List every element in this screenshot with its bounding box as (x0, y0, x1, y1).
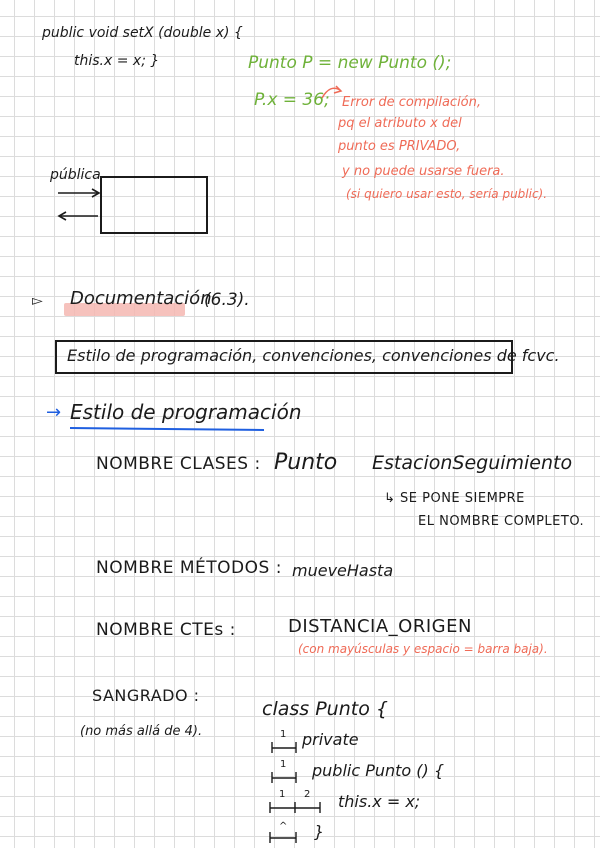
value-clases: Punto (274, 450, 338, 475)
error-note-line: Error de compilación, (342, 95, 482, 110)
boxed-summary-text: Estilo de programación, convenciones, convenciones de fcvc. (67, 346, 560, 365)
indent-marks (270, 742, 320, 843)
error-note-line: y no puede usarse fuera. (342, 164, 505, 179)
note-line-2: EL NOMBRE COMPLETO. (418, 514, 585, 529)
indent-code-line: class Punto { (262, 698, 388, 720)
indent-code-line: public Punto () { (312, 761, 445, 780)
value-ctes: DISTANCIA_ORIGEN (288, 616, 472, 637)
boxed-summary (55, 340, 560, 374)
code-line-this: this.x = x; } (74, 53, 160, 69)
indent-mark-number: 1 (279, 789, 286, 800)
indent-mark-number: 1 (280, 759, 287, 770)
label-metodos: NOMBRE MÉTODOS : (96, 558, 282, 578)
doc-ref: (6.3). (204, 290, 250, 310)
arrow-icon: → (46, 402, 62, 423)
sangrado-label: SANGRADO : (92, 686, 200, 705)
diagram-label: pública (50, 167, 101, 183)
doc-title: Documentación (70, 288, 212, 309)
indent-code-line: } (314, 822, 325, 841)
indent-mark-number: 2 (304, 789, 311, 800)
label-clases: NOMBRE CLASES : (96, 454, 261, 474)
error-note-line: (si quiero usar esto, sería public). (346, 187, 548, 201)
sangrado-sub: (no más allá de 4). (80, 724, 203, 739)
object-box (100, 176, 208, 234)
value-clases-extra: EstacionSeguimiento (372, 452, 573, 474)
error-note-line: punto es PRIVADO, (338, 139, 461, 154)
indent-mark-number: 1 (280, 729, 287, 740)
note-line-1: ↳ SE PONE SIEMPRE (384, 491, 525, 506)
indent-code-line: private (302, 730, 359, 749)
indent-mark-number: ^ (279, 821, 288, 832)
code-line-setx: public void setX (double x) { (42, 25, 243, 41)
error-note-line: pq el atributo x del (338, 116, 462, 131)
label-ctes: NOMBRE CTEs : (96, 620, 236, 640)
cte-note: (con mayúsculas y espacio = barra baja). (298, 642, 548, 656)
bullet-marker: ▻ (32, 293, 43, 309)
heading-underline (70, 428, 264, 430)
green-code-px: P.x = 36; (254, 90, 330, 110)
estilo-heading: Estilo de programación (70, 400, 302, 424)
value-metodos: mueveHasta (292, 561, 394, 580)
green-code-new-punto: Punto P = new Punto (); (248, 53, 452, 73)
indent-code-line: this.x = x; (338, 792, 421, 811)
